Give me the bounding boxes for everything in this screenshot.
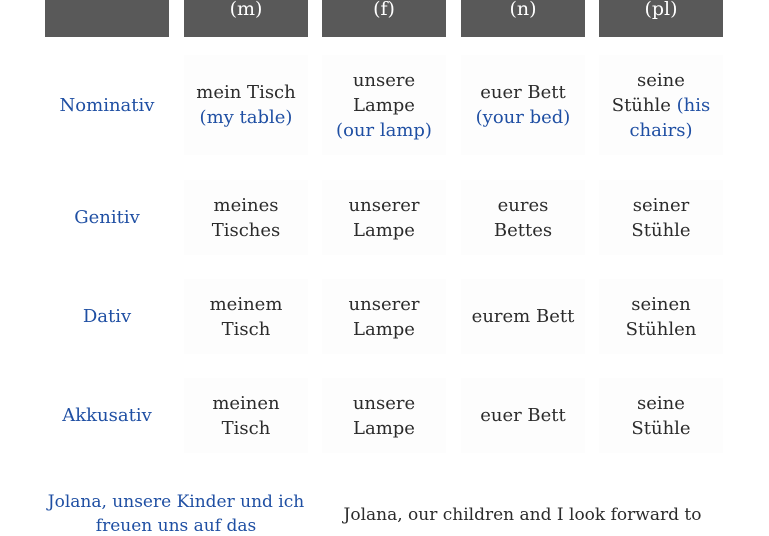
german-form-line1: unsere	[352, 69, 416, 91]
german-form-line2: Lampe	[353, 417, 415, 439]
header-masculine-label: (m)	[229, 0, 263, 20]
header-masculine	[184, 0, 308, 37]
german-form-line1: seine	[637, 392, 685, 414]
header-feminine-label: (f)	[373, 0, 395, 20]
genitiv-plural	[599, 180, 723, 255]
nominativ-feminine	[322, 55, 446, 155]
dativ-neuter	[461, 279, 585, 354]
german-form-line2: Stühlen	[625, 318, 697, 340]
english-gloss: (our lamp)	[336, 119, 432, 141]
genitiv-masculine	[184, 180, 308, 255]
english-gloss-part1: (his	[676, 94, 711, 116]
example-english-line1: Jolana, our children and I look forward to	[343, 505, 702, 525]
german-form-line2: Lampe	[353, 318, 415, 340]
row-genitiv-label	[45, 180, 169, 255]
dativ-plural	[599, 279, 723, 354]
nominativ-plural	[599, 55, 723, 155]
example-german	[45, 490, 307, 536]
case-name: Nominativ	[59, 94, 155, 116]
dativ-masculine	[184, 279, 308, 354]
akkusativ-plural	[599, 378, 723, 453]
german-form-line1: eures	[497, 194, 549, 216]
nominativ-masculine	[184, 55, 308, 155]
german-form-line1: meines	[213, 194, 279, 216]
german-form-line1: meinen	[212, 392, 280, 414]
german-form-line1: seine	[637, 69, 685, 91]
german-form-line1: seiner	[632, 194, 690, 216]
german-form-line2: Bettes	[493, 219, 553, 241]
genitiv-neuter	[461, 180, 585, 255]
english-gloss: (my table)	[199, 107, 293, 128]
header-feminine	[322, 0, 446, 37]
akkusativ-neuter	[461, 378, 585, 453]
german-form: mein Tisch	[196, 82, 296, 103]
example-german-line2: freuen uns auf das	[95, 516, 257, 536]
german-form-line1: seinen	[631, 293, 691, 315]
german-form-line2: Lampe	[353, 219, 415, 241]
german-form: eurem Bett	[471, 306, 575, 327]
english-gloss: (your bed)	[475, 107, 571, 128]
example-german-line1: Jolana, unsere Kinder und ich	[47, 492, 305, 512]
nominativ-neuter	[461, 55, 585, 155]
german-form-line1: unserer	[348, 194, 420, 216]
case-name: Genitiv	[74, 207, 140, 228]
akkusativ-feminine	[322, 378, 446, 453]
german-form-line2: Stühle	[631, 417, 691, 439]
row-dativ-label	[45, 279, 169, 354]
header-neuter	[461, 0, 585, 37]
english-gloss-part2: chairs)	[629, 119, 693, 141]
header-case-column	[45, 0, 169, 37]
dativ-feminine	[322, 279, 446, 354]
row-akkusativ-label	[45, 378, 169, 453]
german-form-line1: meinem	[209, 293, 283, 315]
header-plural-label: (pl)	[644, 0, 678, 20]
german-form-line2: Tisches	[211, 219, 281, 241]
header-plural	[599, 0, 723, 37]
example-english	[340, 503, 705, 527]
german-form-line2: Stühle	[611, 94, 671, 116]
header-neuter-label: (n)	[509, 0, 537, 20]
german-form-line2: Tisch	[221, 318, 271, 340]
german-form-line2: Lampe	[353, 94, 415, 116]
german-form-line1: unserer	[348, 293, 420, 315]
german-form: euer Bett	[480, 82, 566, 103]
case-name: Akkusativ	[62, 405, 152, 426]
row-nominativ-label	[45, 55, 169, 155]
akkusativ-masculine	[184, 378, 308, 453]
german-form-line1: unsere	[352, 392, 416, 414]
case-name: Dativ	[82, 306, 132, 327]
genitiv-feminine	[322, 180, 446, 255]
german-form: euer Bett	[480, 405, 566, 426]
german-form-line2: Stühle	[631, 219, 691, 241]
german-form-line2: Tisch	[221, 417, 271, 439]
